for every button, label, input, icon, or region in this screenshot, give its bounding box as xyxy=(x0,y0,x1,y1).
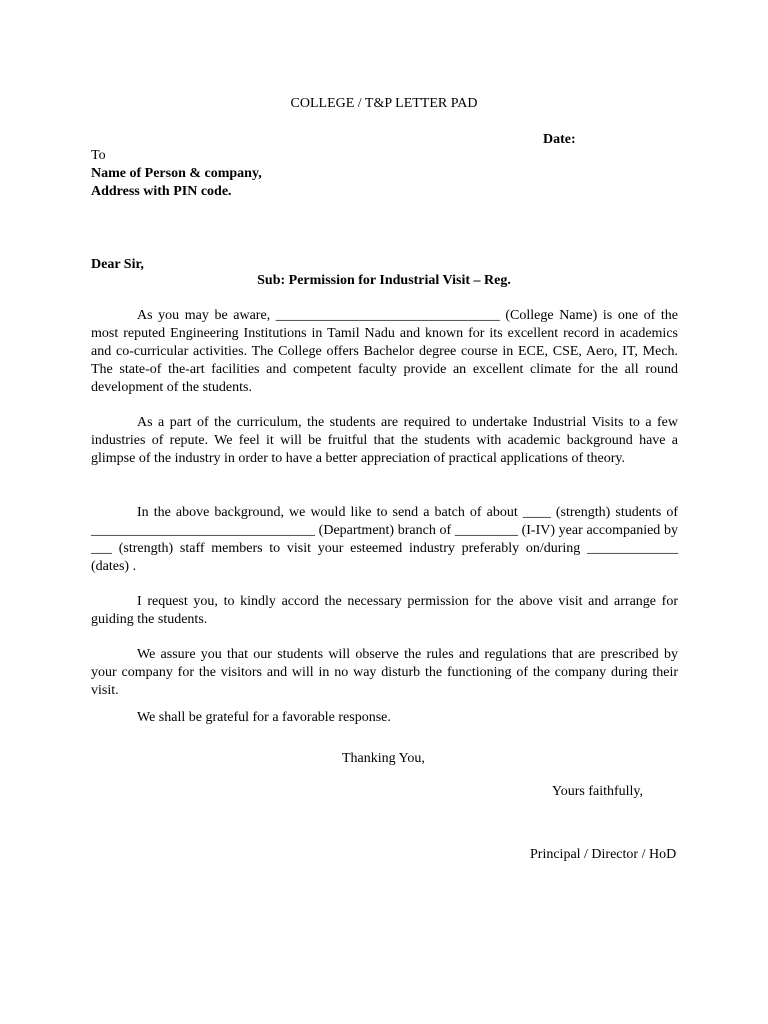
salutation: Dear Sir, xyxy=(91,257,144,272)
paragraph-assurance: We assure you that our students will observe the rules and regulations that are prescribed by your company for the visitors and will in no way disturb the functioning of the company during their visit. xyxy=(91,647,678,698)
paragraph-grateful: We shall be grateful for a favorable response. xyxy=(137,710,391,725)
recipient-block xyxy=(91,147,262,201)
paragraph-request: I request you, to kindly accord the necessary permission for the above visit and arrange for guiding the students. xyxy=(91,594,678,627)
closing-thanks: Thanking You, xyxy=(342,751,425,766)
signatory-line: Principal / Director / HoD xyxy=(530,847,677,862)
paragraph-curriculum: As a part of the curriculum, the students are required to undertake Industrial Visits to a few industries of repute. We feel it will be fruitful that the students with academic background have a glimpse of the industry in order to have a better appreciation of practical applications of theory. xyxy=(91,415,678,466)
date-label: Date: xyxy=(543,132,576,147)
paragraph-visit-details: In the above background, we would like to send a batch of about ____ (strength) students of ________________________________ (Department) branch of _________ (I-IV) year accompanied by ___ (strength) staff members to visit your esteemed industry preferably on/during _____________ (dates) . xyxy=(91,505,678,574)
closing-yours-faithfully: Yours faithfully, xyxy=(552,784,644,799)
recipient-to: To xyxy=(91,148,106,163)
letterhead-title: COLLEGE / T&P LETTER PAD xyxy=(290,96,478,111)
recipient-name: Name of Person & company, xyxy=(91,166,262,181)
subject-text: Sub: Permission for Industrial Visit – Reg. xyxy=(257,273,511,288)
subject-line xyxy=(0,272,768,290)
paragraph-college-intro: As you may be aware, ________________________________ (College Name) is one of the most reputed Engineering Institutions in Tamil Nadu and known for its excellent record in academics and co-curricular activities. The College offers Bachelor degree course in ECE, CSE, Aero, IT, Mech. The state-of the-art facilities and competent faculty provide an excellent climate for the all round development of the students. xyxy=(91,308,678,395)
recipient-address: Address with PIN code. xyxy=(91,184,232,199)
